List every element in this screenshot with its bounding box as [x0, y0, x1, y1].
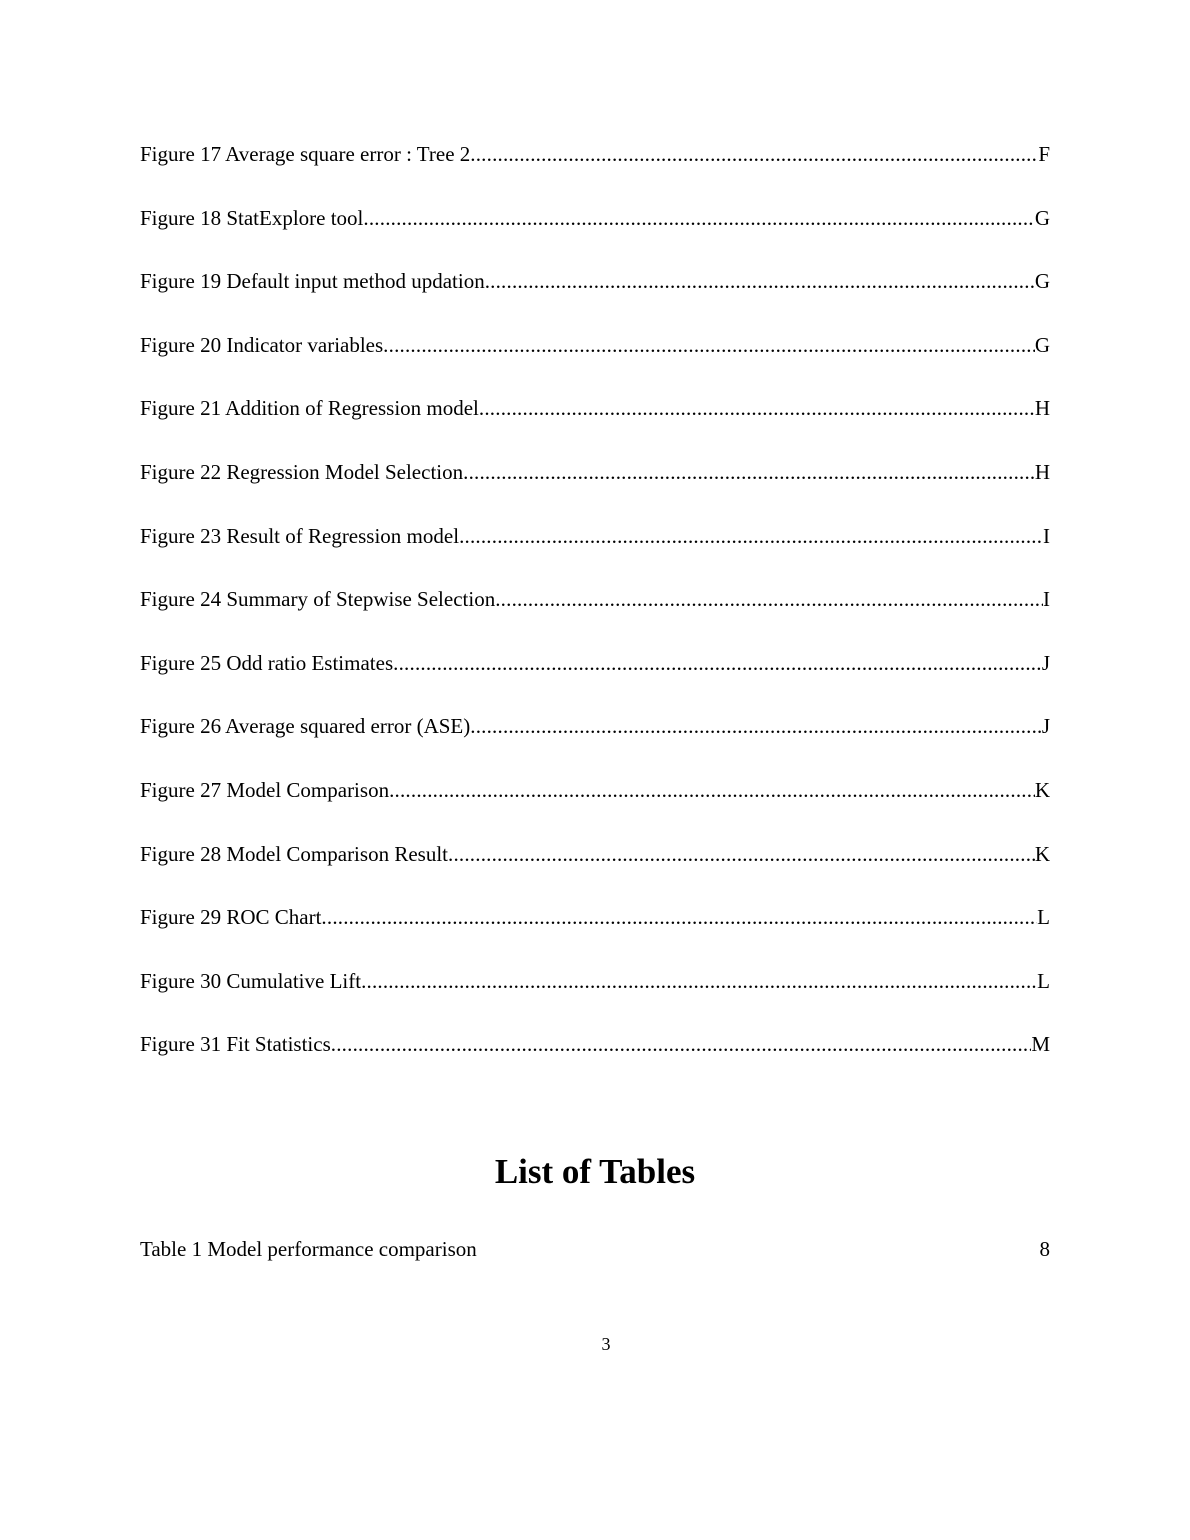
toc-entry-page: 8 [1039, 1237, 1050, 1261]
toc-entry-figure-22[interactable] [140, 456, 1050, 520]
toc-entry-page: I [1043, 523, 1050, 548]
toc-entry-page: G [1034, 205, 1050, 230]
toc-entry-title: Figure 30 Cumulative Lift [140, 968, 362, 993]
toc-entry-table-1[interactable] [140, 1233, 1050, 1265]
dot-leader [448, 838, 1035, 870]
list-of-tables-heading: List of Tables [494, 1152, 696, 1191]
toc-entry-title: Figure 24 Summary of Stepwise Selection [140, 587, 496, 612]
toc-entry-page: J [1041, 650, 1050, 675]
toc-entry-page: J [1041, 714, 1050, 739]
toc-entry-figure-31[interactable] [140, 1028, 1050, 1092]
toc-entry-title: Figure 31 Fit Statistics [140, 1032, 331, 1057]
toc-entry-title: Figure 17 Average square error : Tree 2 [140, 142, 471, 166]
toc-entry-figure-27[interactable] [140, 774, 1050, 838]
dot-leader [495, 583, 1043, 615]
list-of-tables [140, 1233, 1050, 1265]
toc-entry-page: G [1034, 332, 1050, 357]
page-number: 3 [601, 1334, 611, 1354]
dot-leader [383, 329, 1035, 361]
toc-entry-title: Figure 27 Model Comparison [140, 777, 390, 802]
dot-leader [331, 1028, 1032, 1060]
toc-entry-title: Figure 21 Addition of Regression model [140, 396, 479, 421]
toc-entry-page: I [1043, 587, 1050, 612]
toc-entry-figure-24[interactable] [140, 583, 1050, 647]
toc-entry-figure-23[interactable] [140, 520, 1050, 584]
dot-leader [485, 265, 1035, 297]
dot-leader [459, 520, 1043, 552]
toc-entry-figure-28[interactable] [140, 838, 1050, 902]
toc-entry-title: Figure 23 Result of Regression model [140, 523, 460, 548]
toc-entry-figure-20[interactable] [140, 329, 1050, 393]
toc-entry-figure-21[interactable] [140, 392, 1050, 456]
toc-entry-title: Figure 26 Average squared error (ASE) [140, 714, 471, 739]
dot-leader [363, 202, 1034, 234]
toc-entry-figure-29[interactable] [140, 901, 1050, 965]
toc-entry-page: K [1034, 777, 1050, 802]
toc-entry-title: Figure 22 Regression Model Selection [140, 459, 464, 484]
toc-entry-title: Figure 25 Odd ratio Estimates [140, 650, 394, 675]
toc-entry-figure-30[interactable] [140, 965, 1050, 1029]
toc-entry-title: Figure 19 Default input method updation [140, 269, 485, 294]
dot-leader [470, 710, 1042, 742]
toc-entry-title: Figure 20 Indicator variables [140, 332, 384, 357]
toc-entry-page: M [1031, 1032, 1050, 1057]
toc-entry-figure-26[interactable] [140, 710, 1050, 774]
dot-leader [393, 647, 1042, 679]
dot-leader [389, 774, 1035, 806]
dot-leader [361, 965, 1037, 997]
toc-entry-page: L [1037, 968, 1050, 993]
dot-leader [463, 456, 1035, 488]
toc-entry-page: G [1034, 269, 1050, 294]
toc-entry-figure-17[interactable] [140, 138, 1050, 202]
toc-entry-page: L [1037, 905, 1050, 930]
toc-entry-page: H [1034, 459, 1050, 484]
list-of-figures [140, 138, 1050, 1092]
toc-entry-page: F [1038, 142, 1050, 166]
toc-entry-page: K [1034, 841, 1050, 866]
toc-entry-title: Figure 28 Model Comparison Result [140, 841, 448, 866]
dot-leader [470, 138, 1038, 170]
dot-leader [479, 392, 1035, 424]
toc-entry-figure-18[interactable] [140, 202, 1050, 266]
toc-entry-title: Table 1 Model performance comparison [140, 1237, 477, 1261]
toc-entry-figure-19[interactable] [140, 265, 1050, 329]
toc-entry-figure-25[interactable] [140, 647, 1050, 711]
toc-entry-title: Figure 18 StatExplore tool [140, 205, 364, 230]
dot-leader [321, 901, 1037, 933]
toc-entry-title: Figure 29 ROC Chart [140, 905, 322, 930]
toc-entry-page: H [1034, 396, 1050, 421]
